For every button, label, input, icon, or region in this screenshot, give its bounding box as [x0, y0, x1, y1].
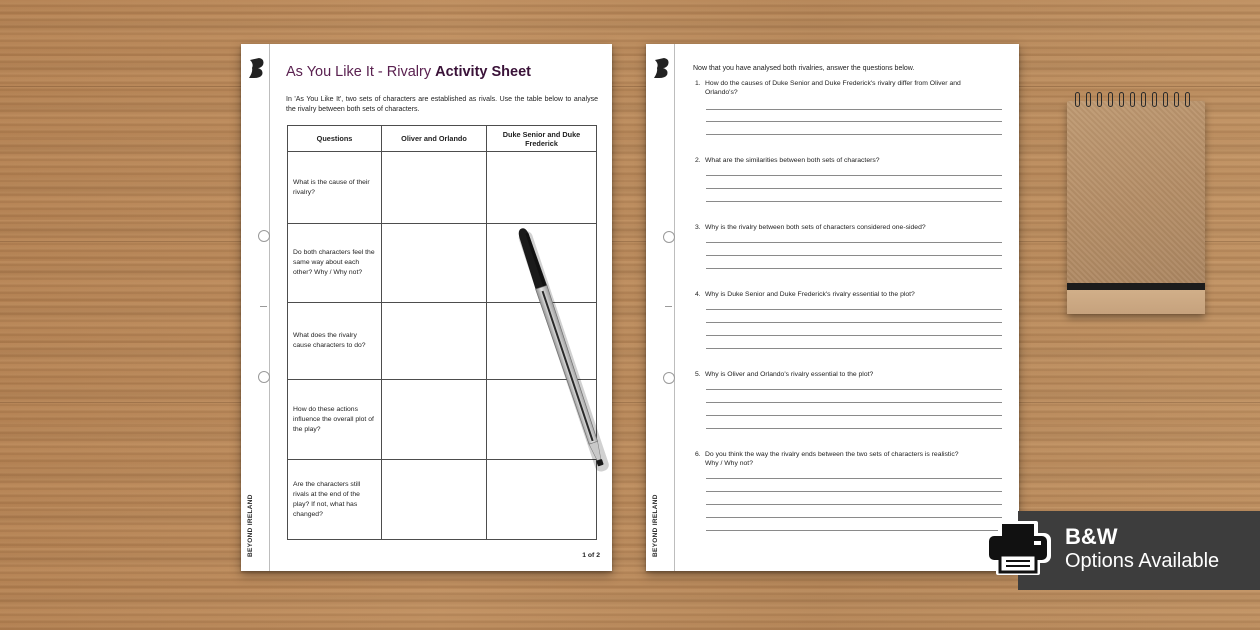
title-emphasis: Activity Sheet [435, 64, 531, 80]
answer-cell[interactable] [487, 224, 597, 303]
question-item [695, 79, 1005, 97]
question-cell: Do both characters feel the same way about each other? Why / Why not? [288, 224, 382, 303]
brand-name: BEYOND IRELAND [652, 494, 659, 557]
fold-mark [665, 306, 672, 307]
answer-line[interactable] [706, 517, 1002, 518]
table-row [288, 224, 597, 303]
printer-icon [984, 519, 1052, 577]
question-text: Do you think the way the rivalry ends between the two sets of characters is realistic? [705, 451, 959, 458]
question-cell: How do these actions influence the overall plot of the play? [288, 380, 382, 460]
answer-cell[interactable] [487, 380, 597, 460]
table-row [288, 152, 597, 224]
binder-hole [663, 231, 675, 243]
table-row [288, 303, 597, 380]
question-number: 1. [695, 80, 701, 87]
answer-cell[interactable] [487, 460, 597, 540]
table-header-row [288, 126, 597, 152]
spiral-notepad [1067, 101, 1205, 314]
binder-hole [663, 372, 675, 384]
answer-line[interactable] [706, 268, 1002, 269]
wood-grain-line [0, 402, 1260, 403]
spiral-ring [1075, 92, 1080, 107]
page-number: 1 of 2 [582, 552, 600, 559]
question-text-cont: Orlando's? [705, 89, 738, 96]
brand-logo-icon [248, 57, 266, 79]
instructions-text: In 'As You Like It', two sets of characters are established as rivals. Use the table below to analyse the rivalry between both sets of characters. [286, 96, 598, 113]
answer-line[interactable] [706, 322, 1002, 323]
page-title [286, 64, 531, 80]
brand-logo-icon [653, 57, 671, 79]
spiral-ring [1119, 92, 1124, 107]
answer-line[interactable] [706, 428, 1002, 429]
answer-line[interactable] [706, 389, 1002, 390]
margin-line [674, 44, 675, 571]
spiral-ring [1152, 92, 1157, 107]
answer-line[interactable] [706, 402, 1002, 403]
spiral-ring [1141, 92, 1146, 107]
column-header-dukes: Duke Senior and Duke Frederick [487, 126, 597, 152]
notepad-band [1067, 283, 1205, 290]
notepad-pages [1067, 290, 1205, 314]
spiral-ring [1108, 92, 1113, 107]
activity-sheet-page-1 [241, 44, 612, 571]
question-number: 3. [695, 224, 701, 231]
answer-line[interactable] [706, 491, 1002, 492]
question-cell: Are the characters still rivals at the end of the play? If not, what has changed? [288, 460, 382, 540]
answer-line[interactable] [706, 309, 1002, 310]
question-text: How do the causes of Duke Senior and Duke Frederick's rivalry differ from Oliver and [705, 80, 961, 87]
answer-cell[interactable] [382, 460, 487, 540]
answer-line[interactable] [706, 478, 1002, 479]
answer-line[interactable] [706, 348, 1002, 349]
column-header-questions: Questions [288, 126, 382, 152]
question-text-cont: Why / Why not? [705, 460, 753, 467]
answer-line[interactable] [706, 335, 1002, 336]
answer-line[interactable] [706, 134, 1002, 135]
binder-hole [258, 371, 270, 383]
question-text: Why is Duke Senior and Duke Frederick's rivalry essential to the plot? [705, 291, 915, 298]
answer-line[interactable] [706, 530, 1002, 531]
question-item [695, 156, 1005, 165]
question-text: Why is the rivalry between both sets of characters considered one-sided? [705, 224, 926, 231]
brand-name: BEYOND IRELAND [247, 494, 254, 557]
binder-hole [258, 230, 270, 242]
answer-line[interactable] [706, 188, 1002, 189]
question-item [695, 370, 1005, 379]
answer-line[interactable] [706, 201, 1002, 202]
activity-sheet-page-2 [646, 44, 1019, 571]
question-number: 4. [695, 291, 701, 298]
spiral-ring [1086, 92, 1091, 107]
answer-line[interactable] [706, 109, 1002, 110]
answer-line[interactable] [706, 504, 1002, 505]
fold-mark [260, 306, 267, 307]
rivalry-analysis-table [287, 125, 597, 540]
table-row [288, 460, 597, 540]
spiral-ring [1163, 92, 1168, 107]
badge-title: B&W [1065, 524, 1118, 549]
answer-cell[interactable] [487, 152, 597, 224]
question-number: 6. [695, 451, 701, 458]
answer-line[interactable] [706, 242, 1002, 243]
spiral-ring [1130, 92, 1135, 107]
title-text: As You Like It - Rivalry [286, 64, 436, 80]
bw-options-badge [1018, 511, 1260, 590]
answer-line[interactable] [706, 121, 1002, 122]
question-item [695, 450, 1005, 468]
answer-line[interactable] [706, 255, 1002, 256]
answer-cell[interactable] [487, 303, 597, 380]
question-text: What are the similarities between both sets of characters? [705, 157, 880, 164]
answer-cell[interactable] [382, 303, 487, 380]
question-cell: What is the cause of their rivalry? [288, 152, 382, 224]
margin-line [269, 44, 270, 571]
wood-grain-line [0, 86, 1260, 87]
answer-line[interactable] [706, 415, 1002, 416]
answer-cell[interactable] [382, 152, 487, 224]
spiral-ring [1185, 92, 1190, 107]
column-header-oliver-orlando: Oliver and Orlando [382, 126, 487, 152]
question-text: Why is Oliver and Orlando's rivalry essential to the plot? [705, 371, 874, 378]
question-item [695, 290, 1005, 299]
spiral-ring [1097, 92, 1102, 107]
questions-intro: Now that you have analysed both rivalries, answer the questions below. [693, 65, 915, 72]
question-number: 5. [695, 371, 701, 378]
question-cell: What does the rivalry cause characters to do? [288, 303, 382, 380]
table-row [288, 380, 597, 460]
answer-cell[interactable] [382, 224, 487, 303]
answer-line[interactable] [706, 175, 1002, 176]
question-item [695, 223, 1005, 232]
badge-subtitle: Options Available [1065, 550, 1220, 572]
spiral-ring [1174, 92, 1179, 107]
answer-cell[interactable] [382, 380, 487, 460]
question-number: 2. [695, 157, 701, 164]
